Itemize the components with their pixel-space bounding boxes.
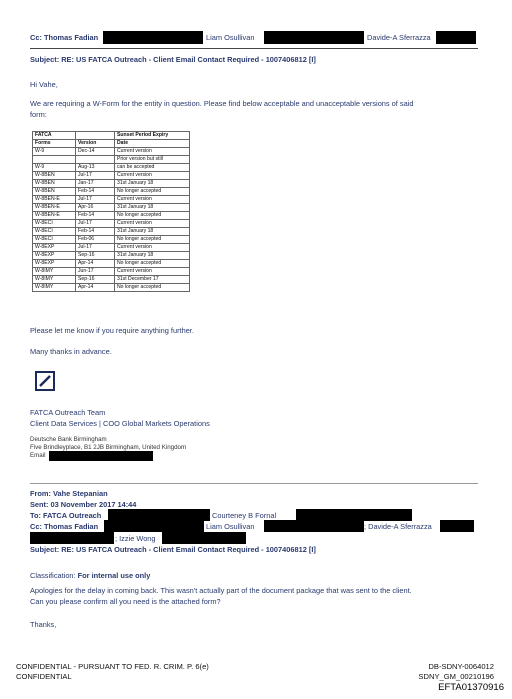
table-cell: Sep-16	[76, 252, 115, 260]
table-cell: No longer accepted	[115, 236, 190, 244]
fwd-cc-name2: Liam Osullivan	[206, 522, 255, 531]
fwd-to-name2: Courteney B Fornal	[212, 511, 277, 520]
classification-value: For internal use only	[77, 571, 151, 580]
table-cell: Feb-14	[76, 188, 115, 196]
table-row	[33, 236, 190, 244]
table-cell: 31st January 18	[115, 204, 190, 212]
table-row	[33, 156, 190, 164]
redaction-box	[264, 520, 364, 532]
table-row	[33, 212, 190, 220]
table-cell: No longer accepted	[115, 260, 190, 268]
fwd-cc-name4: ; Izzie Wong	[115, 534, 156, 543]
wform-versions-table	[32, 131, 190, 292]
table-cell: Current version	[115, 268, 190, 276]
table-cell: 31st January 18	[115, 228, 190, 236]
signature-dept: Client Data Services | COO Global Markets Operations	[30, 419, 210, 428]
table-row	[33, 172, 190, 180]
body-para1-line2: form:	[30, 110, 47, 119]
fwd-subject: Subject: RE: US FATCA Outreach - Client Email Contact Required - 1007406812 [I]	[30, 545, 316, 554]
table-cell: Current version	[115, 220, 190, 228]
table-cell: W-8EXP	[33, 260, 76, 268]
table-cell: Sep-16	[76, 276, 115, 284]
deutsche-bank-logo-icon	[35, 371, 55, 391]
fwd-closing: Thanks,	[30, 620, 57, 629]
table-cell	[33, 156, 76, 164]
table-header-cell: Sunset Period Expiry	[115, 132, 190, 140]
fwd-sent: Sent: 03 November 2017 14:44	[30, 500, 137, 509]
table-cell: Current version	[115, 172, 190, 180]
table-row	[33, 260, 190, 268]
fwd-body-line1: Apologies for the delay in coming back. This wasn't actually part of the document package that was sent to the client.	[30, 586, 412, 595]
greeting: Hi Vahe,	[30, 80, 58, 89]
table-cell: 31st January 18	[115, 180, 190, 188]
fwd-from: From: Vahe Stepanian	[30, 489, 108, 498]
table-cell: W-8IMY	[33, 268, 76, 276]
table-cell: No longer accepted	[115, 284, 190, 292]
table-cell: W-8IMY	[33, 284, 76, 292]
cc-name-3: Davide-A Sferrazza	[367, 33, 431, 42]
table-cell: Apr-16	[76, 204, 115, 212]
table-cell: Dec-14	[76, 148, 115, 156]
table-cell: W-8EXP	[33, 252, 76, 260]
table-header-row	[33, 140, 190, 148]
table-cell: No longer accepted	[115, 188, 190, 196]
table-header-cell	[76, 132, 115, 140]
table-cell: 31st January 18	[115, 252, 190, 260]
table-row	[33, 148, 190, 156]
redaction-box	[440, 520, 474, 532]
table-row	[33, 204, 190, 212]
redaction-box	[103, 31, 203, 44]
table-cell: Jun-17	[76, 268, 115, 276]
table-cell: Prior version but still	[115, 156, 190, 164]
table-header-cell: FATCA	[33, 132, 76, 140]
fwd-cc-name3: ; Davide-A Sferrazza	[364, 522, 432, 531]
table-header-cell: Forms	[33, 140, 76, 148]
table-cell	[76, 156, 115, 164]
table-header-row	[33, 132, 190, 140]
signature-team: FATCA Outreach Team	[30, 408, 106, 417]
table-cell: W-8ECI	[33, 236, 76, 244]
table-cell: Jul-17	[76, 244, 115, 252]
table-cell: Current version	[115, 148, 190, 156]
table-cell: 31st December 17	[115, 276, 190, 284]
table-cell: W-8BEN-E	[33, 212, 76, 220]
footer-confidential-1: CONFIDENTIAL - PURSUANT TO FED. R. CRIM. P. 6(e)	[16, 662, 209, 671]
classification-line	[30, 571, 150, 580]
table-cell: No longer accepted	[115, 212, 190, 220]
body-para2: Please let me know if you require anything further.	[30, 326, 194, 335]
redaction-box	[436, 31, 476, 44]
table-cell: W-8BEN-E	[33, 204, 76, 212]
table-cell: W-8IMY	[33, 276, 76, 284]
table-row	[33, 244, 190, 252]
table-cell: W-8BEN-E	[33, 196, 76, 204]
table-row	[33, 284, 190, 292]
table-header-cell: Version	[76, 140, 115, 148]
body-para3: Many thanks in advance.	[30, 347, 112, 356]
table-cell: W-8BEN	[33, 180, 76, 188]
signature-email-label: Email	[30, 452, 46, 459]
signature-bank: Deutsche Bank Birmingham	[30, 436, 107, 443]
header-rule	[30, 48, 478, 49]
bates-number: EFTA01370916	[438, 682, 504, 693]
table-cell: Jan-17	[76, 180, 115, 188]
table-cell: can be accepted	[115, 164, 190, 172]
table-cell: Current version	[115, 196, 190, 204]
table-header-cell: Date	[115, 140, 190, 148]
redaction-box	[104, 520, 204, 532]
footer-docid-2: SDNY_GM_00210196	[418, 672, 494, 681]
table-cell: Aug-13	[76, 164, 115, 172]
classification-label: Classification:	[30, 571, 78, 580]
table-cell: Current version	[115, 244, 190, 252]
table-cell: W-8ECI	[33, 228, 76, 236]
table-cell: Apr-14	[76, 284, 115, 292]
table-row	[33, 276, 190, 284]
redaction-box	[30, 532, 114, 544]
table-row	[33, 252, 190, 260]
table-row	[33, 228, 190, 236]
table-row	[33, 164, 190, 172]
table-cell: W-9	[33, 148, 76, 156]
footer-docid-1: DB-SDNY-0064012	[428, 662, 494, 671]
table-cell: W-9	[33, 164, 76, 172]
table-cell: Jul-17	[76, 196, 115, 204]
table-row	[33, 180, 190, 188]
table-cell: Jul-17	[76, 220, 115, 228]
body-para1-line1: We are requiring a W-Form for the entity in question. Please find below acceptable and unacceptable versions of said	[30, 99, 414, 108]
footer-confidential-2: CONFIDENTIAL	[16, 672, 72, 681]
table-row	[33, 188, 190, 196]
redaction-box	[49, 451, 153, 461]
cc-line: Cc: Thomas Fadian	[30, 33, 99, 42]
table-cell: W-8BEN	[33, 172, 76, 180]
cc-name-2: Liam Osullivan	[206, 33, 255, 42]
redaction-box	[264, 31, 364, 44]
table-row	[33, 220, 190, 228]
table-cell: W-8EXP	[33, 244, 76, 252]
signature-address: Five Brindleyplace, B1 2JB Birmingham, United Kingdom	[30, 444, 187, 451]
table-cell: Feb-14	[76, 212, 115, 220]
table-cell: Jul-17	[76, 172, 115, 180]
table-cell: Apr-14	[76, 260, 115, 268]
table-cell: W-8BEN	[33, 188, 76, 196]
table-row	[33, 268, 190, 276]
table-cell: W-8ECI	[33, 220, 76, 228]
subject-line: Subject: RE: US FATCA Outreach - Client Email Contact Required - 1007406812 [I]	[30, 55, 316, 64]
redaction-box	[162, 532, 246, 544]
table-cell: Feb-14	[76, 228, 115, 236]
forward-rule	[30, 483, 478, 484]
fwd-cc: Cc: Thomas Fadian	[30, 522, 99, 531]
fwd-body-line2: Can you please confirm all you need is the attached form?	[30, 597, 221, 606]
fwd-to: To: FATCA Outreach	[30, 511, 102, 520]
table-row	[33, 196, 190, 204]
table-cell: Feb-06	[76, 236, 115, 244]
